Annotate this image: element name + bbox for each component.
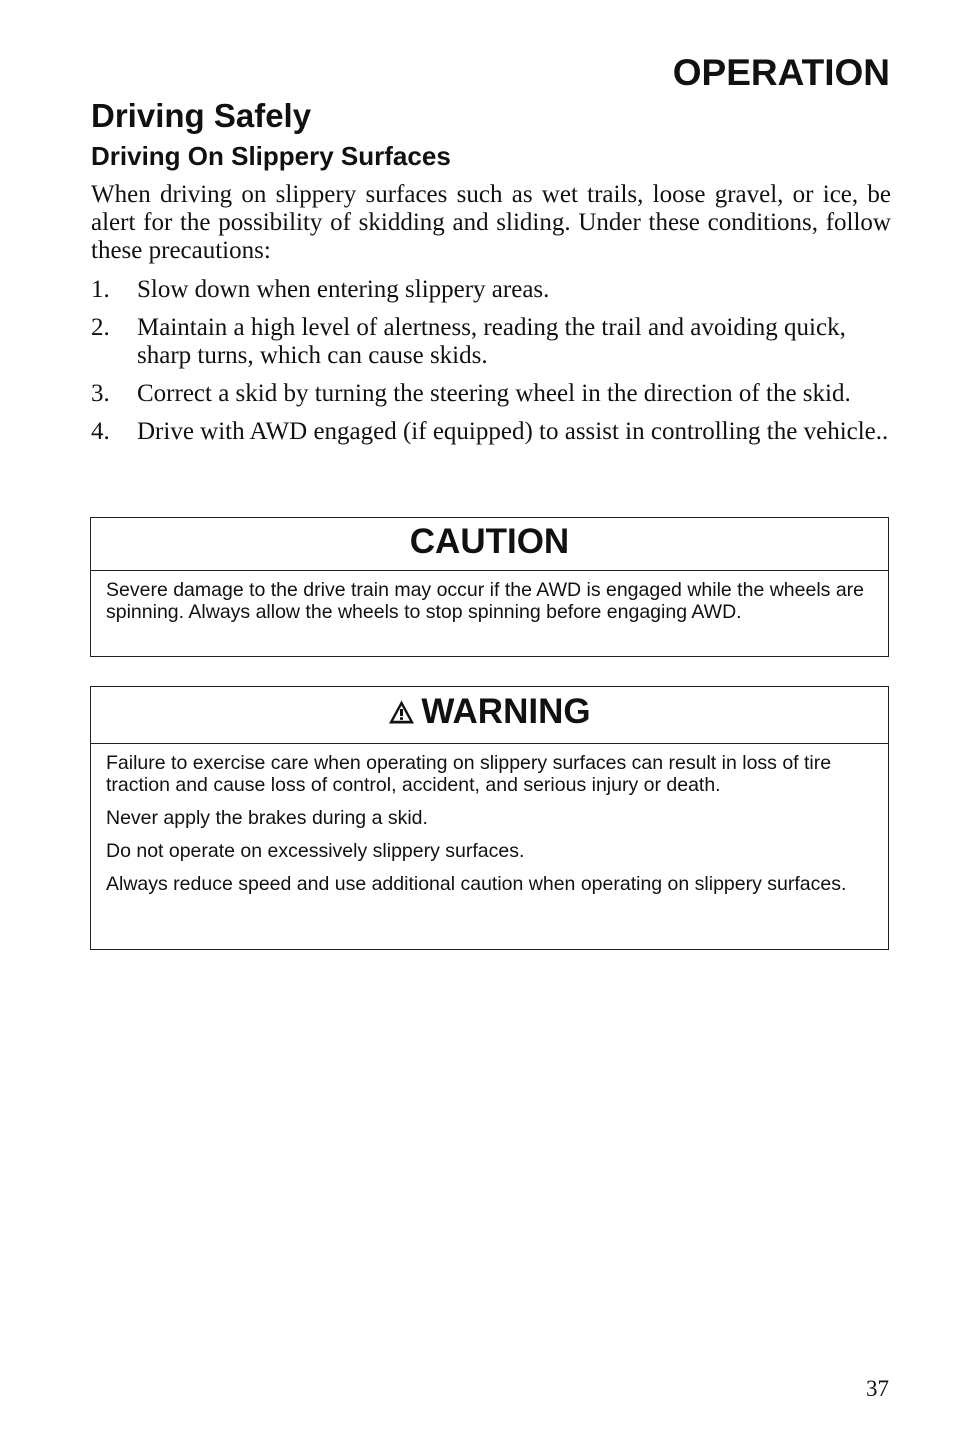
section-header: OPERATION xyxy=(672,52,890,93)
warning-paragraph: Never apply the brakes during a skid. xyxy=(106,807,428,829)
warning-triangle-icon xyxy=(388,699,415,725)
caution-heading-text: CAUTION xyxy=(409,522,570,561)
warning-box xyxy=(90,686,889,950)
list-item-number: 1. xyxy=(91,276,110,303)
list-item-number: 3. xyxy=(91,380,110,407)
list-item-number: 2. xyxy=(91,314,110,341)
precautions-list xyxy=(91,276,891,446)
list-item xyxy=(91,380,891,408)
warning-paragraph: Failure to exercise care when operating on slippery surfaces can result in loss of tire traction and cause loss of control, accident, and serious injury or death. xyxy=(106,752,832,796)
list-item xyxy=(91,418,891,446)
caution-box xyxy=(90,517,889,657)
list-item-text: Correct a skid by turning the steering wheel in the direction of the skid. xyxy=(137,380,851,407)
section-subtitle: Driving On Slippery Surfaces xyxy=(91,141,451,171)
warning-paragraph: Always reduce speed and use additional caution when operating on slippery surfaces. xyxy=(106,873,847,895)
list-item xyxy=(91,314,891,370)
warning-body xyxy=(91,744,888,905)
warning-heading-text: WARNING xyxy=(421,692,591,731)
list-item-text: Maintain a high level of alertness, reading the trail and avoiding quick, sharp turns, which can cause skids. xyxy=(137,314,846,369)
warning-paragraph: Do not operate on excessively slippery surfaces. xyxy=(106,840,525,862)
list-item-number: 4. xyxy=(91,418,110,445)
list-item-text: Slow down when entering slippery areas. xyxy=(137,276,550,303)
caution-heading xyxy=(91,518,888,571)
list-item xyxy=(91,276,891,304)
page-title: Driving Safely xyxy=(91,97,312,134)
page-number: 37 xyxy=(866,1376,889,1401)
list-item-text: Drive with AWD engaged (if equipped) to assist in controlling the vehicle.. xyxy=(137,418,889,445)
warning-heading xyxy=(91,687,888,744)
intro-paragraph: When driving on slippery surfaces such as wet trails, loose gravel, or ice, be alert for the possibility of skidding and sliding. Under these conditions, follow these precautions: xyxy=(91,181,891,264)
caution-body xyxy=(91,571,888,633)
caution-text: Severe damage to the drive train may occur if the AWD is engaged while the wheels are spinning. Always allow the wheels to stop spinning before engaging AWD. xyxy=(106,579,865,623)
